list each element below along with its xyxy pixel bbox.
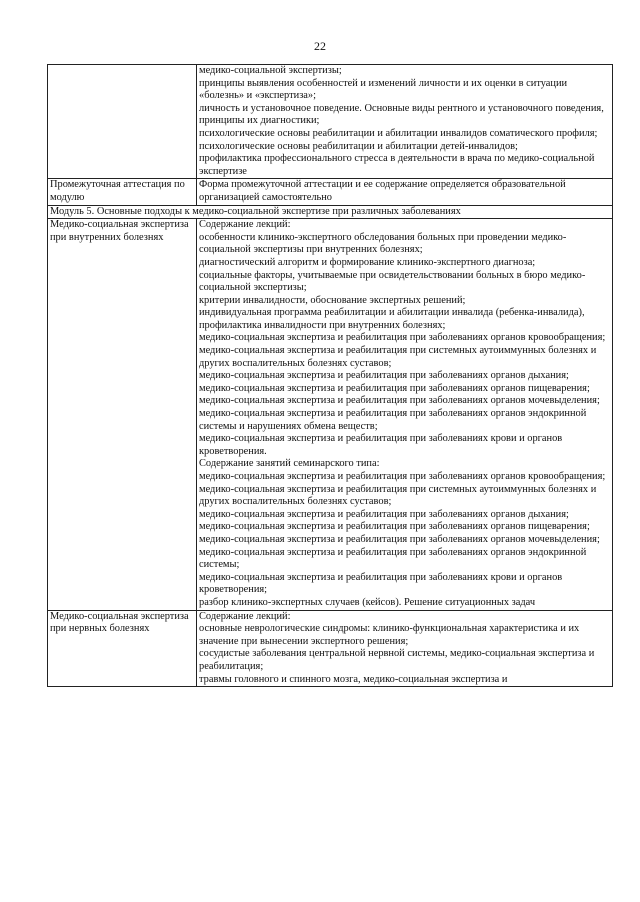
table-row-continuation (48, 65, 613, 179)
list-item: медико-социальная экспертиза и реабилитация при системных аутоиммунных болезнях и других воспалительных болезнях суставов; (199, 483, 597, 508)
list-item: медико-социальная экспертиза и реабилитация при заболеваниях крови и органов кроветворения; (199, 571, 563, 596)
lectures-heading: Содержание лекций: (199, 219, 291, 231)
internal-diseases-content (197, 219, 613, 610)
attestation-content: Форма промежуточной аттестации и ее содержание определяется образовательной организацией самостоятельно (197, 179, 613, 205)
list-item: медико-социальной экспертизы; (199, 65, 342, 76)
page-number: 22 (314, 39, 326, 53)
list-item: социальные факторы, учитываемые при освидетельствовании больных в бюро медико-социальной экспертизы; (199, 269, 586, 294)
continuation-title-cell (48, 65, 197, 179)
list-item: медико-социальная экспертиза и реабилитация при заболеваниях органов пищеварения; (199, 521, 590, 533)
list-item: медико-социальная экспертиза и реабилитация при заболеваниях органов дыхания; (199, 370, 569, 382)
list-item: медико-социальная экспертиза и реабилитация при заболеваниях органов пищеварения; (199, 382, 590, 394)
list-item: особенности клинико-экспертного обследования больных при проведении медико-социальной экспертизы при внутренних болезнях; (199, 231, 567, 256)
list-item: медико-социальная экспертиза и реабилитация при заболеваниях органов эндокринной системы и нарушениях обмена веществ; (199, 408, 587, 432)
list-item: профилактика профессионального стресса в деятельности в врача по медико-социальной экспертизе (199, 153, 595, 177)
list-item: разбор клинико-экспертных случаев (кейсов). Решение ситуационных задач (199, 596, 536, 608)
list-item: психологические основы реабилитации и абилитации детей-инвалидов; (199, 140, 518, 152)
list-item: принципы выявления особенностей и изменений личности и их оценки в ситуации «болезнь» и «экспертиза»; (199, 77, 568, 102)
table-row-attestation (48, 179, 613, 205)
list-item: медико-социальная экспертиза и реабилитация при заболеваниях органов эндокринной системы; (199, 546, 587, 571)
curriculum-table (47, 64, 613, 687)
list-item: основные неврологические синдромы: клинико-функциональная характеристика и их значение при вынесении экспертного решения; (199, 623, 580, 647)
list-item: медико-социальная экспертиза и реабилитация при системных аутоиммунных болезнях и других воспалительных болезнях суставов; (199, 345, 597, 369)
module-heading: Модуль 5. Основные подходы к медико-социальной экспертизе при различных заболеваниях (48, 205, 613, 219)
internal-diseases-title: Медико-социальная экспертиза при внутренних болезнях (48, 219, 197, 610)
lectures-heading: Содержание лекций: (199, 610, 291, 622)
table-row-module-heading (48, 205, 613, 219)
list-item: медико-социальная экспертиза и реабилитация при заболеваниях органов мочевыделения; (199, 533, 600, 545)
list-item: личность и установочное поведение. Основные виды рентного и установочного поведения, принципы их диагностики; (199, 102, 604, 127)
list-item: медико-социальная экспертиза и реабилитация при заболеваниях органов кровообращения; (199, 471, 606, 482)
list-item: диагностический алгоритм и формирование клинико-экспертного диагноза; (199, 256, 536, 268)
attestation-title: Промежуточная аттестация по модулю (48, 179, 197, 205)
list-item: медико-социальная экспертиза и реабилитация при заболеваниях органов дыхания; (199, 508, 569, 520)
list-item: индивидуальная программа реабилитации и абилитации инвалида (ребенка-инвалида), профилактика инвалидности при внутренних болезнях; (199, 307, 585, 331)
list-item: сосудистые заболевания центральной нервной системы, медико-социальная экспертиза и реабилитация; (199, 648, 595, 672)
table-row-nervous-diseases (48, 610, 613, 687)
list-item: медико-социальная экспертиза и реабилитация при заболеваниях крови и органов кроветворения. (199, 433, 563, 457)
list-item: медико-социальная экспертиза и реабилитация при заболеваниях органов кровообращения; (199, 332, 606, 344)
list-item: критерии инвалидности, обоснование экспертных решений; (199, 294, 466, 306)
continuation-content-cell (197, 65, 613, 179)
nervous-diseases-content (197, 610, 613, 687)
nervous-diseases-title: Медико-социальная экспертиза при нервных болезнях (48, 610, 197, 687)
list-item: медико-социальная экспертиза и реабилитация при заболеваниях органов мочевыделения; (199, 395, 600, 407)
list-item: психологические основы реабилитации и абилитации инвалидов соматического профиля; (199, 127, 598, 139)
table-row-internal-diseases (48, 219, 613, 610)
seminars-heading: Содержание занятий семинарского типа: (199, 458, 380, 470)
list-item: травмы головного и спинного мозга, медико-социальная экспертиза и (199, 673, 508, 685)
